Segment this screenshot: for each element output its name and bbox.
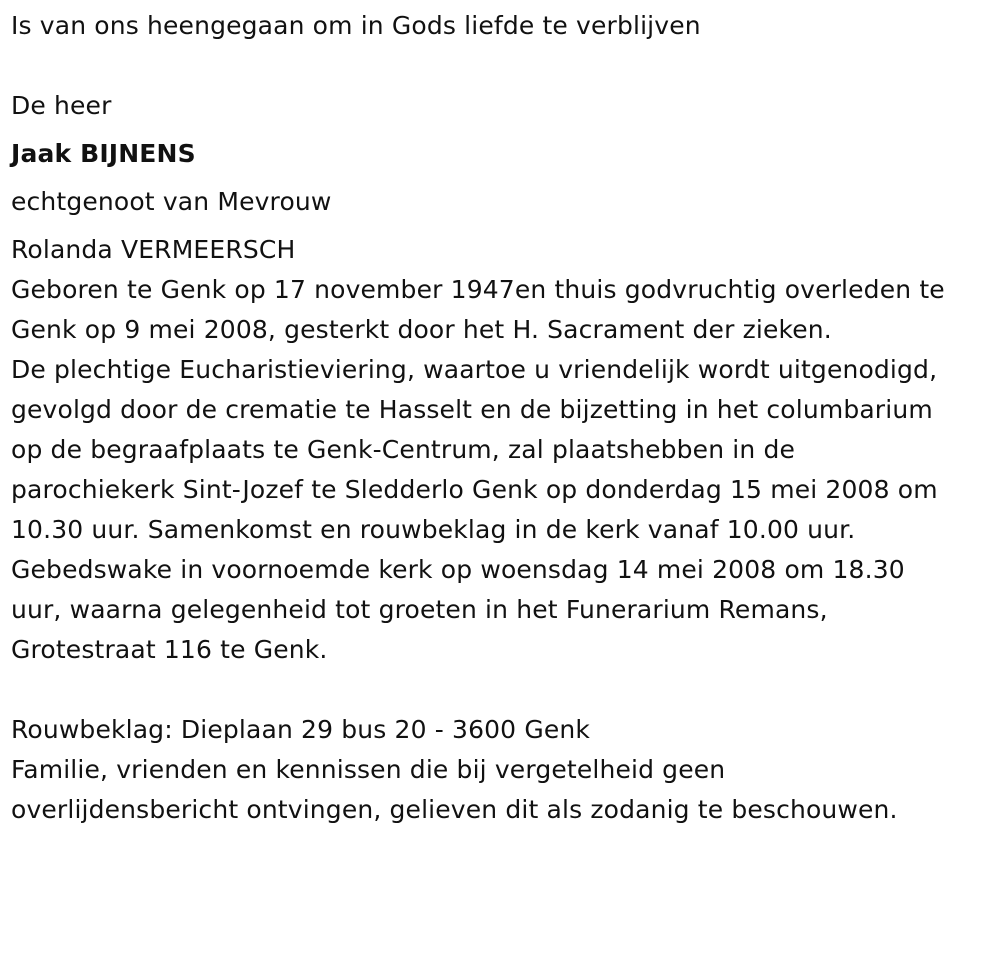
closing-line: Familie, vrienden en kennissen die bij vergetelheid geen (11, 755, 726, 784)
birth-death-line: Genk op 9 mei 2008, gesterkt door het H. Sacrament der zieken. (11, 315, 832, 344)
intro-text: Is van ons heengegaan om in Gods liefde te verblijven (11, 11, 701, 40)
service-line: Grotestraat 116 te Genk. (11, 635, 328, 664)
condolence-address: Rouwbeklag: Dieplaan 29 bus 20 - 3600 Genk (11, 715, 591, 744)
service-line: Gebedswake in voornoemde kerk op woensdag 14 mei 2008 om 18.30 (11, 555, 905, 584)
service-line: op de begraafplaats te Genk-Centrum, zal plaatshebben in de (11, 435, 796, 464)
deceased-name: Jaak BIJNENS (11, 139, 196, 168)
service-line: De plechtige Eucharistieviering, waartoe u vriendelijk wordt uitgenodigd, (11, 355, 938, 384)
service-line: uur, waarna gelegenheid tot groeten in het Funerarium Remans, (11, 595, 828, 624)
birth-death-line: Geboren te Genk op 17 november 1947en thuis godvruchtig overleden te (11, 275, 945, 304)
salutation: De heer (11, 91, 112, 120)
service-paragraph (11, 350, 989, 670)
spouse-line-2: Rolanda VERMEERSCH (11, 235, 296, 264)
service-line: 10.30 uur. Samenkomst en rouwbeklag in de kerk vanaf 10.00 uur. (11, 515, 856, 544)
spouse-line-1: echtgenoot van Mevrouw (11, 187, 332, 216)
closing-paragraph (11, 750, 989, 830)
service-line: gevolgd door de crematie te Hasselt en de bijzetting in het columbarium (11, 395, 933, 424)
birth-death-paragraph (11, 270, 989, 350)
service-line: parochiekerk Sint-Jozef te Sledderlo Genk op donderdag 15 mei 2008 om (11, 475, 938, 504)
closing-line: overlijdensbericht ontvingen, gelieven dit als zodanig te beschouwen. (11, 795, 898, 824)
